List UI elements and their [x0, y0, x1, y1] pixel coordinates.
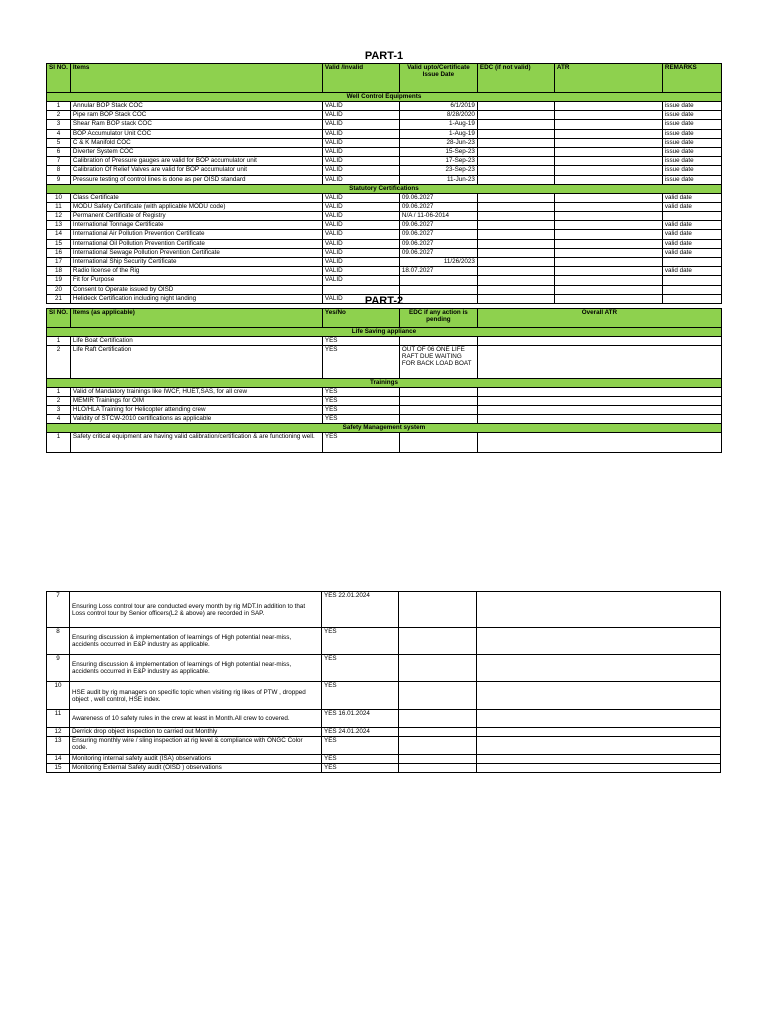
table-row	[47, 285, 722, 294]
row-status: VALID	[322, 129, 399, 138]
row-item: Calibration Of Relief Valves are valid for BOP accumulator unit	[70, 166, 322, 175]
row-yesno: YES	[322, 415, 399, 424]
row-atr	[477, 655, 721, 682]
table-row	[47, 755, 721, 764]
row-remarks: issue date	[662, 102, 721, 111]
row-date: 11-Jun-23	[399, 175, 477, 184]
table-row	[47, 230, 722, 239]
row-item: C & K Manifold COC	[70, 138, 322, 147]
row-remarks	[662, 212, 721, 221]
row-remarks: issue date	[662, 157, 721, 166]
table-row	[47, 120, 722, 129]
column-header: Sl NO.	[47, 309, 71, 328]
row-status: VALID	[322, 248, 399, 257]
row-item: Class Certificate	[70, 193, 322, 202]
row-number: 20	[47, 285, 71, 294]
row-item: International Tonnage Certificate	[70, 221, 322, 230]
row-edc	[477, 202, 554, 211]
table-row	[47, 276, 722, 285]
row-remarks	[662, 276, 721, 285]
table-row	[47, 147, 722, 156]
row-item: International Sewage Pollution Prevention Certificate	[70, 248, 322, 257]
row-date: 1-Aug-19	[399, 129, 477, 138]
row-item: Shear Ram BOP stack COC	[70, 120, 322, 129]
table-row	[47, 166, 722, 175]
row-edc	[399, 628, 477, 655]
row-edc	[477, 147, 554, 156]
row-number: 13	[47, 221, 71, 230]
row-item: Fit for Purpose	[70, 276, 322, 285]
row-atr	[554, 202, 662, 211]
row-edc	[399, 397, 477, 406]
row-edc	[399, 755, 477, 764]
row-date: 28-Jun-23	[399, 138, 477, 147]
row-number: 15	[47, 239, 71, 248]
row-remarks: issue date	[662, 129, 721, 138]
table-row	[47, 737, 721, 755]
row-atr	[477, 397, 721, 406]
row-item: International Oil Pollution Prevention Certificate	[70, 239, 322, 248]
continuation-table	[46, 591, 721, 773]
row-item: Life Boat Certification	[70, 337, 322, 346]
row-item: Consent to Operate issued by OISD	[70, 285, 322, 294]
row-item: Valid of Mandatory trainings like IWCF, HUET,SAS, for all crew	[70, 388, 322, 397]
row-number: 16	[47, 248, 71, 257]
column-header: Valid /Invalid	[322, 64, 399, 93]
row-atr	[554, 276, 662, 285]
row-yesno: YES	[322, 628, 399, 655]
row-date	[399, 285, 477, 294]
row-number: 4	[47, 415, 71, 424]
table-row	[47, 258, 722, 267]
row-edc	[399, 592, 477, 628]
table-row	[47, 764, 721, 773]
row-yesno: YES	[322, 755, 399, 764]
row-item: BOP Accumulator Unit COC	[70, 129, 322, 138]
row-status: VALID	[322, 147, 399, 156]
row-number: 14	[47, 755, 70, 764]
table-row	[47, 212, 722, 221]
section-title: Safety Management system	[47, 424, 722, 433]
row-edc	[477, 175, 554, 184]
row-atr	[477, 388, 721, 397]
row-item: Validity of STCW-2010 certifications as applicable	[70, 415, 322, 424]
row-status: VALID	[322, 120, 399, 129]
row-item: Pressure testing of control lines is done as per OISD standard	[70, 175, 322, 184]
row-date: 1-Aug-19	[399, 120, 477, 129]
column-header: Overall ATR	[477, 309, 721, 328]
row-atr	[477, 433, 721, 453]
part2-table	[46, 308, 722, 453]
row-date: 09.06.2027	[399, 221, 477, 230]
section-header-row	[47, 93, 722, 102]
row-remarks: issue date	[662, 120, 721, 129]
row-edc	[477, 267, 554, 276]
row-atr	[477, 346, 721, 379]
row-atr	[554, 166, 662, 175]
row-atr	[554, 230, 662, 239]
row-number: 6	[47, 147, 71, 156]
table-row	[47, 239, 722, 248]
row-number: 14	[47, 230, 71, 239]
row-atr	[477, 755, 721, 764]
row-edc	[477, 193, 554, 202]
row-status: VALID	[322, 111, 399, 120]
row-number: 19	[47, 276, 71, 285]
row-item: Diverter System COC	[70, 147, 322, 156]
row-status: VALID	[322, 138, 399, 147]
row-number: 2	[47, 397, 71, 406]
table-row	[47, 592, 721, 628]
row-date: N/A / 11-06-2014	[399, 212, 477, 221]
row-date: 15-Sep-23	[399, 147, 477, 156]
row-number: 1	[47, 102, 71, 111]
row-edc	[477, 276, 554, 285]
row-edc	[399, 433, 477, 453]
row-yesno: YES	[322, 764, 399, 773]
row-item: Ensuring discussion & implementation of learnings of High potential near-miss, accidents occurred in E&P industry as applicable.	[70, 655, 322, 682]
row-atr	[554, 138, 662, 147]
column-header: Items (as applicable)	[70, 309, 322, 328]
row-edc	[477, 285, 554, 294]
row-atr	[477, 592, 721, 628]
row-date: 09.06.2027	[399, 193, 477, 202]
row-item: Pipe ram BOP Stack COC	[70, 111, 322, 120]
row-item: MEMIR Trainings for OIM	[70, 397, 322, 406]
row-yesno: YES	[322, 337, 399, 346]
row-yesno: YES	[322, 406, 399, 415]
row-number: 4	[47, 129, 71, 138]
table-row	[47, 415, 722, 424]
table-row	[47, 628, 721, 655]
row-yesno: YES	[322, 433, 399, 453]
row-item: International Ship Security Certificate	[70, 258, 322, 267]
row-item: HLO/HLA Training for Helicopter attending crew	[70, 406, 322, 415]
row-item: Ensuring Loss control tour are conducted every month by rig MDT.In addition to that Loss control tour by Senior officers(L2 & above) are recorded in SAP.	[70, 592, 322, 628]
row-atr	[477, 764, 721, 773]
row-edc	[399, 388, 477, 397]
row-number: 7	[47, 157, 71, 166]
table-row	[47, 397, 722, 406]
table-row	[47, 346, 722, 379]
row-yesno: YES	[322, 388, 399, 397]
row-edc	[399, 682, 477, 710]
row-item: Ensuring monthly wire / sling inspection at rig level & compliance with ONGC Color code.	[70, 737, 322, 755]
part1-table	[46, 63, 722, 304]
row-edc	[399, 406, 477, 415]
row-item: Permanent Certificate of Registry	[70, 212, 322, 221]
row-date: 18.07.2027	[399, 267, 477, 276]
table-row	[47, 388, 722, 397]
row-edc	[477, 239, 554, 248]
row-atr	[477, 337, 721, 346]
row-date: 23-Sep-23	[399, 166, 477, 175]
row-remarks: issue date	[662, 111, 721, 120]
row-item: Derrick drop object inspection to carried out Monthly	[70, 728, 322, 737]
row-atr	[554, 248, 662, 257]
row-remarks: valid date	[662, 230, 721, 239]
row-atr	[554, 258, 662, 267]
table-row	[47, 175, 722, 184]
row-item: Annular BOP Stack COC	[70, 102, 322, 111]
row-number: 7	[47, 592, 70, 628]
row-remarks: issue date	[662, 138, 721, 147]
table-row	[47, 202, 722, 211]
row-remarks: valid date	[662, 239, 721, 248]
row-number: 12	[47, 728, 70, 737]
row-atr	[477, 628, 721, 655]
row-item: Monitoring internal safety audit (ISA) observations	[70, 755, 322, 764]
row-edc	[477, 258, 554, 267]
table-row	[47, 433, 722, 453]
row-status: VALID	[322, 175, 399, 184]
row-atr	[477, 406, 721, 415]
row-atr	[477, 737, 721, 755]
row-yesno: YES 24.01.2024	[322, 728, 399, 737]
row-number: 2	[47, 111, 71, 120]
row-edc	[477, 166, 554, 175]
table-row	[47, 111, 722, 120]
part1-header-row	[47, 64, 722, 93]
row-number: 11	[47, 202, 71, 211]
row-date: 8/28/2020	[399, 111, 477, 120]
row-item: Calibration of Pressure gauges are valid for BOP accumulator unit	[70, 157, 322, 166]
row-number: 17	[47, 258, 71, 267]
row-date: 09.06.2027	[399, 230, 477, 239]
row-atr	[554, 102, 662, 111]
section-header-row	[47, 184, 722, 193]
row-status: VALID	[322, 221, 399, 230]
column-header: Items	[70, 64, 322, 93]
row-item: Safety critical equipment are having valid calibration/certification & are functioning well.	[70, 433, 322, 453]
table-row	[47, 129, 722, 138]
row-remarks: valid date	[662, 221, 721, 230]
part1-title: PART-1	[364, 50, 404, 62]
row-remarks: valid date	[662, 248, 721, 257]
row-number: 13	[47, 737, 70, 755]
row-item: Ensuring discussion & implementation of learnings of High potential near-miss, accidents occurred in E&P industry as applicable.	[70, 628, 322, 655]
table-row	[47, 728, 721, 737]
row-item: International Air Pollution Prevention Certificate	[70, 230, 322, 239]
row-status: VALID	[322, 294, 399, 303]
table-row	[47, 267, 722, 276]
row-number: 18	[47, 267, 71, 276]
row-status: VALID	[322, 212, 399, 221]
row-item: HSE audit by rig managers on specific topic when visiting rig likes of PTW , dropped object , well control, HSE index.	[70, 682, 322, 710]
table-row	[47, 193, 722, 202]
row-atr	[477, 682, 721, 710]
table-row	[47, 406, 722, 415]
row-date: 09.06.2027	[399, 248, 477, 257]
row-edc	[477, 138, 554, 147]
row-item: Life Raft Certification	[70, 346, 322, 379]
row-number: 2	[47, 346, 71, 379]
column-header: REMARKS	[662, 64, 721, 93]
column-header: Sl NO.	[47, 64, 71, 93]
row-number: 21	[47, 294, 71, 303]
row-edc	[399, 710, 477, 728]
row-yesno: YES	[322, 682, 399, 710]
table-row	[47, 710, 721, 728]
row-date: 6/1/2019	[399, 102, 477, 111]
section-title: Statutory Certifications	[47, 184, 722, 193]
row-number: 1	[47, 388, 71, 397]
row-edc	[477, 157, 554, 166]
table-row	[47, 682, 721, 710]
row-number: 10	[47, 193, 71, 202]
row-atr	[554, 157, 662, 166]
row-status: VALID	[322, 267, 399, 276]
row-yesno: YES	[322, 346, 399, 379]
row-edc	[399, 728, 477, 737]
row-yesno: YES 16.01.2024	[322, 710, 399, 728]
table-row	[47, 138, 722, 147]
row-status: VALID	[322, 202, 399, 211]
table-row	[47, 221, 722, 230]
row-edc	[477, 129, 554, 138]
row-number: 9	[47, 175, 71, 184]
row-date	[399, 276, 477, 285]
row-item: MODU Safety Certificate (with applicable MODU code)	[70, 202, 322, 211]
row-date: 09.06.2027	[399, 239, 477, 248]
row-item: Awareness of 10 safety rules in the crew at least in Month.All crew to covered.	[70, 710, 322, 728]
row-remarks: valid date	[662, 202, 721, 211]
row-status: VALID	[322, 157, 399, 166]
table-row	[47, 157, 722, 166]
table-row	[47, 102, 722, 111]
section-header-row	[47, 328, 722, 337]
column-header: Yes/No	[322, 309, 399, 328]
row-yesno: YES 22.01.2024	[322, 592, 399, 628]
row-edc	[477, 212, 554, 221]
section-title: Life Saving appliance	[47, 328, 722, 337]
row-yesno: YES	[322, 737, 399, 755]
row-number: 8	[47, 628, 70, 655]
row-atr	[554, 147, 662, 156]
row-edc	[477, 221, 554, 230]
section-header-row	[47, 424, 722, 433]
row-atr	[554, 221, 662, 230]
row-status	[322, 285, 399, 294]
row-remarks	[662, 285, 721, 294]
row-edc	[399, 415, 477, 424]
row-status: VALID	[322, 166, 399, 175]
table-row	[47, 655, 721, 682]
row-remarks: valid date	[662, 267, 721, 276]
row-number: 15	[47, 764, 70, 773]
column-header: EDC if any action is pending	[399, 309, 477, 328]
row-remarks: valid date	[662, 193, 721, 202]
row-remarks: issue date	[662, 175, 721, 184]
row-atr	[554, 175, 662, 184]
row-edc	[477, 111, 554, 120]
section-header-row	[47, 379, 722, 388]
row-date: 17-Sep-23	[399, 157, 477, 166]
row-atr	[554, 267, 662, 276]
row-edc	[399, 655, 477, 682]
row-atr	[554, 111, 662, 120]
part2-header-row	[47, 309, 722, 328]
row-item: Monitoring External Safety audit (OISD ) observations	[70, 764, 322, 773]
section-title: Well Control Equipments	[47, 93, 722, 102]
row-number: 1	[47, 337, 71, 346]
row-status: VALID	[322, 193, 399, 202]
row-number: 5	[47, 138, 71, 147]
row-edc	[399, 337, 477, 346]
row-edc	[477, 248, 554, 257]
row-atr	[554, 285, 662, 294]
row-atr	[477, 710, 721, 728]
row-number: 9	[47, 655, 70, 682]
row-date: 09.06.2027	[399, 202, 477, 211]
row-remarks	[662, 258, 721, 267]
row-atr	[554, 239, 662, 248]
row-status: VALID	[322, 230, 399, 239]
row-status: VALID	[322, 258, 399, 267]
row-item: Radio license of the Rig	[70, 267, 322, 276]
row-atr	[554, 120, 662, 129]
row-number: 3	[47, 406, 71, 415]
row-item: Helideck Certification including night landing	[70, 294, 322, 303]
row-edc	[399, 764, 477, 773]
column-header: ATR	[554, 64, 662, 93]
row-atr	[477, 728, 721, 737]
column-header: Valid upto/Certificate Issue Date	[399, 64, 477, 93]
column-header: EDC (if not valid)	[477, 64, 554, 93]
row-number: 3	[47, 120, 71, 129]
row-remarks: issue date	[662, 166, 721, 175]
row-yesno: YES	[322, 655, 399, 682]
row-status: VALID	[322, 102, 399, 111]
row-number: 1	[47, 433, 71, 453]
row-status: VALID	[322, 239, 399, 248]
row-edc	[399, 737, 477, 755]
row-date: 11/26/2023	[399, 258, 477, 267]
row-atr	[477, 415, 721, 424]
part2-title: PART-2	[364, 295, 404, 307]
row-number: 11	[47, 710, 70, 728]
row-edc	[477, 102, 554, 111]
row-number: 10	[47, 682, 70, 710]
section-title: Trainings	[47, 379, 722, 388]
row-yesno: YES	[322, 397, 399, 406]
row-edc	[477, 230, 554, 239]
row-remarks: issue date	[662, 147, 721, 156]
row-edc: OUT OF 06 ONE LIFE RAFT DUE WAITING FOR BACK LOAD BOAT	[399, 346, 477, 379]
row-atr	[554, 193, 662, 202]
row-number: 8	[47, 166, 71, 175]
table-row	[47, 248, 722, 257]
table-row	[47, 337, 722, 346]
row-edc	[477, 120, 554, 129]
row-atr	[554, 129, 662, 138]
row-status: VALID	[322, 276, 399, 285]
row-number: 12	[47, 212, 71, 221]
row-atr	[554, 212, 662, 221]
